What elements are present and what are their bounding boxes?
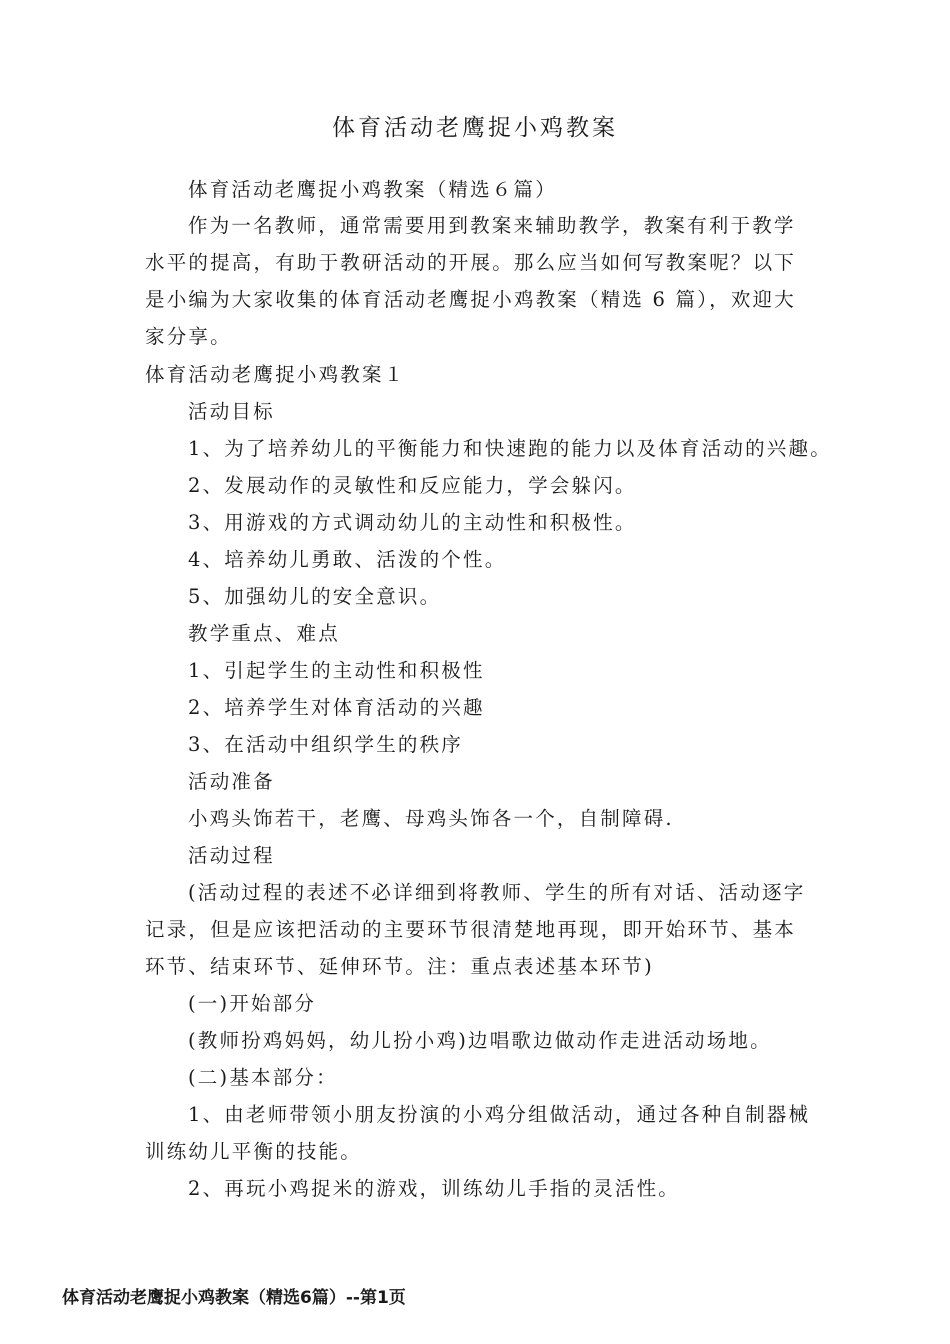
key-heading: 教学重点、难点 bbox=[188, 622, 340, 645]
intro-line: 水平的提高，有助于教研活动的开展。那么应当如何写教案呢？以下 bbox=[145, 251, 797, 274]
prep-text: 小鸡头饰若干，老鹰、母鸡头饰各一个，自制障碍. bbox=[188, 807, 674, 830]
prep-heading: 活动准备 bbox=[188, 770, 275, 793]
goal-item: 4、培养幼儿勇敢、活泼的个性。 bbox=[188, 548, 507, 571]
goal-item: 2、发展动作的灵敏性和反应能力，学会躲闪。 bbox=[188, 474, 637, 497]
intro-line: 是小编为大家收集的体育活动老鹰捉小鸡教案（精选 6 篇），欢迎大 bbox=[145, 288, 796, 311]
part1-text: (教师扮鸡妈妈，幼儿扮小鸡)边唱歌边做动作走进活动场地。 bbox=[188, 1029, 772, 1052]
section-heading: 体育活动老鹰捉小鸡教案１ bbox=[145, 363, 406, 386]
intro-line: 作为一名教师，通常需要用到教案来辅助教学，教案有利于教学 bbox=[188, 214, 796, 237]
intro-line: 家分享。 bbox=[145, 325, 232, 348]
part2-item: 2、再玩小鸡捉米的游戏，训练幼儿手指的灵活性。 bbox=[188, 1177, 681, 1200]
process-heading: 活动过程 bbox=[188, 844, 275, 867]
goal-item: 5、加强幼儿的安全意识。 bbox=[188, 585, 442, 608]
process-note-line: (活动过程的表述不必详细到将教师、学生的所有对话、活动逐字 bbox=[188, 881, 806, 904]
goal-item: 3、用游戏的方式调动幼儿的主动性和积极性。 bbox=[188, 511, 637, 534]
goals-heading: 活动目标 bbox=[188, 400, 275, 423]
document-title: 体育活动老鹰捉小鸡教案 bbox=[332, 115, 618, 141]
part2-item: 训练幼儿平衡的技能。 bbox=[145, 1140, 363, 1163]
key-item: 1、引起学生的主动性和积极性 bbox=[188, 659, 485, 682]
part1-heading: (一)开始部分 bbox=[188, 992, 317, 1015]
part2-item: 1、由老师带领小朋友扮演的小鸡分组做活动，通过各种自制器械 bbox=[188, 1103, 811, 1126]
process-note-line: 环节、结束环节、延伸环节。注：重点表述基本环节) bbox=[145, 955, 654, 978]
goal-item: 1、为了培养幼儿的平衡能力和快速跑的能力以及体育活动的兴趣。 bbox=[188, 437, 832, 460]
process-note-line: 记录，但是应该把活动的主要环节很清楚地再现，即开始环节、基本 bbox=[145, 918, 797, 941]
key-item: 2、培养学生对体育活动的兴趣 bbox=[188, 696, 485, 719]
key-item: 3、在活动中组织学生的秩序 bbox=[188, 733, 464, 756]
document-subtitle: 体育活动老鹰捉小鸡教案（精选６篇） bbox=[188, 178, 557, 201]
part2-heading: (二)基本部分： bbox=[188, 1066, 338, 1089]
page-footer: 体育活动老鹰捉小鸡教案（精选6篇）--第1页 bbox=[62, 1288, 406, 1308]
